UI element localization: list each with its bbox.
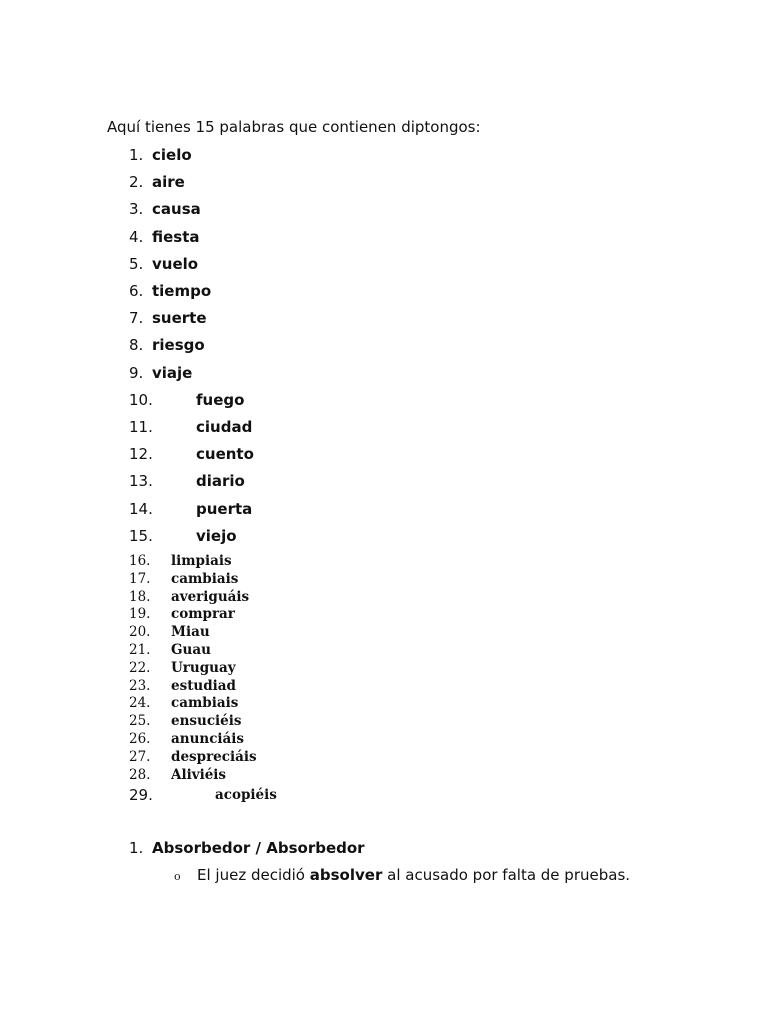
list-item-number: 11.	[129, 418, 153, 436]
list-item-word: causa	[152, 200, 201, 219]
list-item-number: 16.	[129, 553, 151, 569]
list-item-number: 18.	[129, 588, 151, 605]
example-sentence	[197, 865, 630, 885]
list-item	[0, 363, 768, 383]
bullet-circle-icon: o	[174, 870, 181, 883]
list-item-word: cambiais	[171, 570, 239, 587]
list-item-word: cambiais	[171, 695, 239, 712]
list-item	[0, 335, 768, 355]
list-item-number: 24.	[129, 695, 151, 712]
list-item-word: ensuciéis	[171, 713, 242, 730]
list-item	[0, 471, 768, 491]
list-item-word: cuento	[196, 445, 254, 464]
sentence-after: al acusado por falta de pruebas.	[382, 866, 631, 884]
section2-heading	[0, 838, 768, 858]
section2-example	[0, 865, 768, 885]
list-item-word: fuego	[196, 390, 245, 409]
list-item-number: 10.	[129, 390, 153, 409]
list-item-number: 17.	[129, 570, 151, 587]
list-item	[0, 526, 768, 546]
list-item	[0, 695, 768, 712]
list-item	[0, 281, 768, 301]
list-item-word: Guau	[171, 642, 211, 658]
list-item-word: diario	[196, 472, 245, 491]
list-item-number: 7.	[129, 309, 144, 328]
list-item	[0, 678, 768, 695]
list-item	[0, 606, 768, 623]
list-item	[0, 199, 768, 219]
list-item	[0, 145, 768, 165]
list-item-number: 6.	[129, 282, 144, 300]
list-item-word: riesgo	[152, 336, 205, 355]
list-item-word: estudiad	[171, 677, 236, 694]
list-item-word: viaje	[152, 363, 193, 382]
list-item-number: 23.	[129, 677, 151, 694]
intro-paragraph: Aquí tienes 15 palabras que contienen diptongos:	[107, 118, 481, 136]
list-item-number: 5.	[129, 254, 144, 273]
list-item-word: tiempo	[152, 282, 212, 300]
sentence-before: El juez decidió	[197, 866, 310, 884]
list-item-number: 28.	[129, 766, 151, 783]
list-item-word: despreciáis	[171, 748, 257, 765]
section2-number: 1.	[129, 839, 144, 857]
list-item-number: 26.	[129, 731, 151, 747]
list-item-number: 29.	[129, 786, 153, 804]
list-item	[0, 254, 768, 274]
list-item	[0, 390, 768, 410]
list-item-number: 19.	[129, 606, 151, 623]
list-item-number: 20.	[129, 624, 151, 641]
list-item	[0, 308, 768, 328]
list-item	[0, 767, 768, 784]
list-item-number: 22.	[129, 659, 151, 676]
list-item-word: Miau	[171, 624, 210, 641]
list-item-word: vuelo	[152, 254, 199, 273]
list-item-number: 13.	[129, 472, 153, 491]
list-item-word: fiesta	[152, 227, 200, 246]
list-item-number: 27.	[129, 748, 151, 765]
list-item-number: 12.	[129, 445, 153, 464]
list-item-number: 4.	[129, 227, 144, 246]
list-item	[0, 589, 768, 606]
list-item-29	[0, 785, 768, 805]
list-item-number: 8.	[129, 336, 144, 355]
list-item-word: averiguáis	[171, 588, 250, 605]
list-item-word: limpiais	[171, 553, 232, 569]
list-item-number: 1.	[129, 146, 144, 164]
list-item-number: 14.	[129, 499, 153, 518]
list-item	[0, 444, 768, 464]
list-item-word: acopiéis	[215, 787, 277, 803]
list-item	[0, 713, 768, 730]
list-item	[0, 172, 768, 192]
list-item-number: 25.	[129, 713, 151, 730]
sentence-bold-word: absolver	[309, 866, 383, 884]
list-item-word: ciudad	[196, 418, 253, 436]
list-item-word: Aliviéis	[171, 766, 227, 783]
list-item-number: 2.	[129, 173, 144, 192]
list-item-number: 9.	[129, 363, 144, 382]
list-item	[0, 660, 768, 677]
list-item	[0, 417, 768, 437]
list-item-word: aire	[152, 173, 185, 192]
list-item-word: anunciáis	[171, 731, 245, 747]
list-item	[0, 499, 768, 519]
list-item-number: 15.	[129, 526, 153, 545]
list-item-word: Uruguay	[171, 659, 236, 676]
list-item	[0, 731, 768, 748]
list-item-word: viejo	[196, 526, 237, 545]
list-item	[0, 227, 768, 247]
list-item-number: 21.	[129, 642, 151, 658]
section2-title: Absorbedor / Absorbedor	[152, 839, 365, 857]
list-item	[0, 749, 768, 766]
list-item-word: comprar	[171, 606, 235, 623]
list-item	[0, 642, 768, 659]
list-item	[0, 624, 768, 641]
list-item	[0, 553, 768, 570]
list-item	[0, 571, 768, 588]
list-item-word: suerte	[152, 309, 207, 328]
list-item-number: 3.	[129, 200, 144, 219]
list-item-word: cielo	[152, 146, 192, 164]
list-item-word: puerta	[196, 499, 253, 518]
